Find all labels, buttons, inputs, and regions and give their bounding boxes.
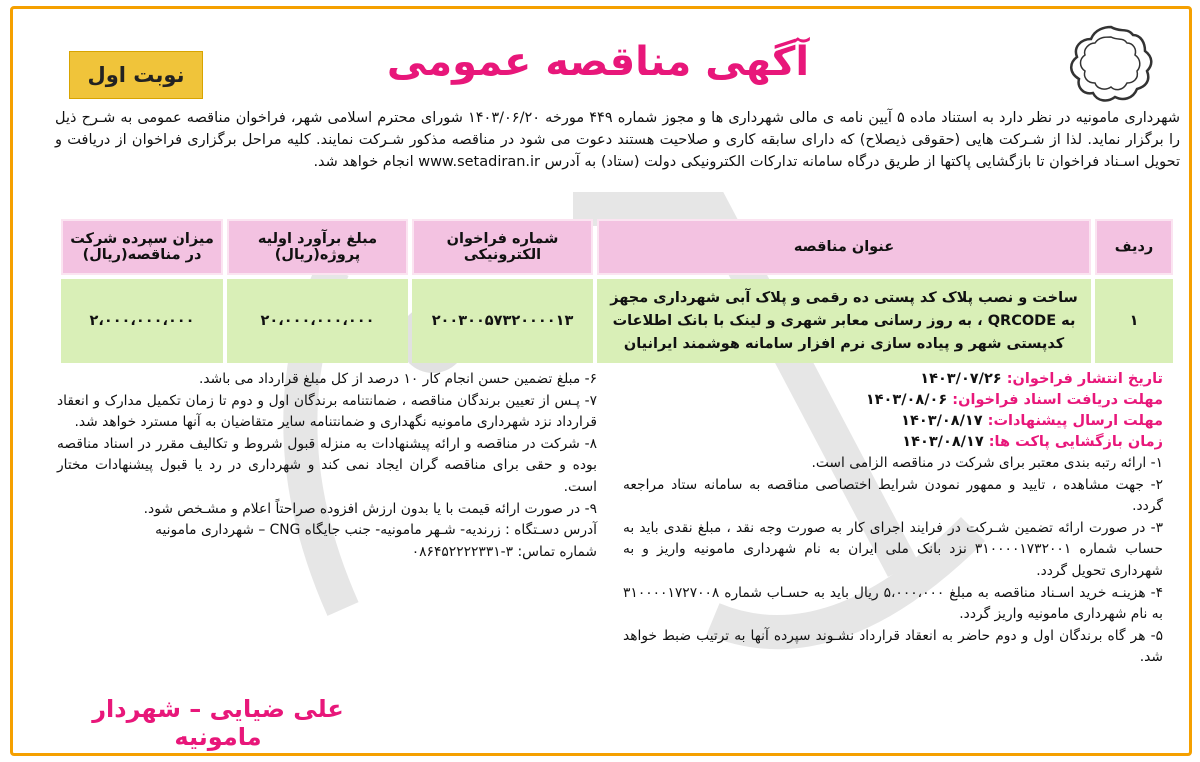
condition-item: ۴- هزینـه خرید اسـناد مناقصه به مبلغ ۵،۰۰۰،۰۰۰ ریال باید به حسـاب شماره ۳۱۰۰۰۰۱۷۲۷۰۰۸ به نام شهرداری مامونیه واریز گردد. <box>623 584 1163 623</box>
condition-item: ۹- در صورت ارائه قیمت با یا بدون ارزش افزوده صراحتاً اعلام و مشـخص شود. <box>143 500 597 517</box>
date-submit: مهلت ارسال پیشنهادات: ۱۴۰۳/۰۸/۱۷ <box>901 413 1163 429</box>
issue-badge: نوبت اول <box>69 51 203 99</box>
header-title: عنوان مناقصه <box>597 219 1091 275</box>
right-column <box>623 369 1163 669</box>
cell-row-number: ۱ <box>1095 279 1173 363</box>
date-opening: زمان بازگشایی پاکت ها: ۱۴۰۳/۰۸/۱۷ <box>902 434 1163 450</box>
table-header-row <box>61 219 1173 275</box>
condition-item: ۱- ارائه رتبه بندی معتبر برای شرکت در مناقصه الزامی است. <box>811 455 1163 471</box>
condition-item: ۶- مبلغ تضمین حسن انجام کار ۱۰ درصد از کل مبلغ قرارداد می باشد. <box>199 371 597 387</box>
intro-paragraph: شهرداری مامونیه در نظر دارد به استناد ماده ۵ آیین نامه ی مالی شهرداری ها و مجوز شماره ۴۴۹ مورخه ۱۴۰۳/۰۶/۲۰ شورای محترم اسلامی شهر، فراخوان مناقصه عمومی به شـرح ذیل را برگزار نماید. لذا از شـرکت هایی (حقوقی ذیصلاح) که دارای سابقه کاری و صلاحیت هستند دعوت می شود در مناقصه مذکور شـرکت نمایند. کلیه مراحل برگزاری فراخوان از دریافت و تحویل اسـناد فراخوان تا بازگشایی پاکتها از طریق درگاه سامانه تدارکات الکترونیکی دولت (ستاد) به آدرس www.setadiran.ir انجام خواهد شد. <box>55 110 1181 170</box>
page-title: آگهی مناقصه عمومی <box>386 39 810 85</box>
mayor-signature: علی ضیایی – شهردار مامونیه <box>92 695 344 751</box>
condition-item: ۸- شرکت در مناقصه و ارائه پیشنهادات به منزله قبول شروط و تکالیف مقرر در اسناد مناقصه بوده و حقی برای مناقصه گران ایجاد نمی کند و شهرداری در رد یا قبول پیشنهادات مختار است. <box>57 435 597 495</box>
address-text: آدرس دسـتگاه : زرندیه- شـهر مامونیه- جنب جایگاه CNG – شهرداری مامونیه <box>155 522 597 539</box>
header-tender-number: شماره فراخوان الکترونیکی <box>412 219 593 275</box>
header-estimate: مبلغ برآورد اولیه پروژه(ریال) <box>227 219 408 275</box>
header-row-number: ردیف <box>1095 219 1173 275</box>
condition-item: ۷- پـس از تعیین برندگان مناقصه ، ضمانتنامه برندگان اول و دوم تا زمان تکمیل مدارک و انعقاد قرارداد نزد شهرداری مامونیه نگهداری و ضمانتنامه سایر متقاضیان به آنها مسترد خواهد شد. <box>57 392 597 431</box>
header-deposit: میزان سپرده شرکت در مناقصه(ریال) <box>61 219 223 275</box>
condition-item: ۵- هر گاه برندگان اول و دوم حاضر به انعقاد قرارداد نشـوند سپرده آنها به ترتیب ضبط خواهد شد. <box>623 627 1163 666</box>
cell-estimate: ۲۰،۰۰۰،۰۰۰،۰۰۰ <box>227 279 408 363</box>
municipality-logo <box>1061 23 1161 107</box>
left-column <box>57 369 597 563</box>
condition-item: ۲- جهت مشاهده ، تایید و ممهور نمودن شرایط اختصاصی مناقصه به سامانه ستاد مراجعه گردد. <box>623 476 1163 515</box>
notice-frame <box>10 6 1192 756</box>
phone-text: شماره تماس: ۳-۰۸۶۴۵۲۲۲۲۳۳۱ <box>411 543 597 560</box>
condition-item: ۳- در صورت ارائه تضمین شـرکت در فرایند اجرای کار به صورت وجه نقد ، مبلغ نقدی باید به حساب شماره ۳۱۰۰۰۰۱۷۳۲۰۰۱ نزد بانک ملی ایران به نام شهرداری مامونیه واریز و به شهرداری تحویل گردد. <box>623 519 1163 579</box>
cell-tender-number: ۲۰۰۳۰۰۵۷۳۲۰۰۰۰۱۳ <box>412 279 593 363</box>
cell-deposit: ۲،۰۰۰،۰۰۰،۰۰۰ <box>61 279 223 363</box>
cell-title: ساخت و نصب پلاک کد پستی ده رقمی و پلاک آبی شهرداری مجهز به QRCODE ، به روز رسانی معابر شهری و لینک با بانک اطلاعات کدپستی شهر و پیاده سازی نرم افزار سامانه هوشمند ایرانیان <box>597 279 1091 363</box>
table-row <box>61 279 1173 363</box>
date-receive-docs: مهلت دریافت اسناد فراخوان: ۱۴۰۳/۰۸/۰۶ <box>865 392 1163 408</box>
date-publish: تاریخ انتشار فراخوان: ۱۴۰۳/۰۷/۲۶ <box>920 371 1163 387</box>
tender-table <box>57 215 1177 367</box>
